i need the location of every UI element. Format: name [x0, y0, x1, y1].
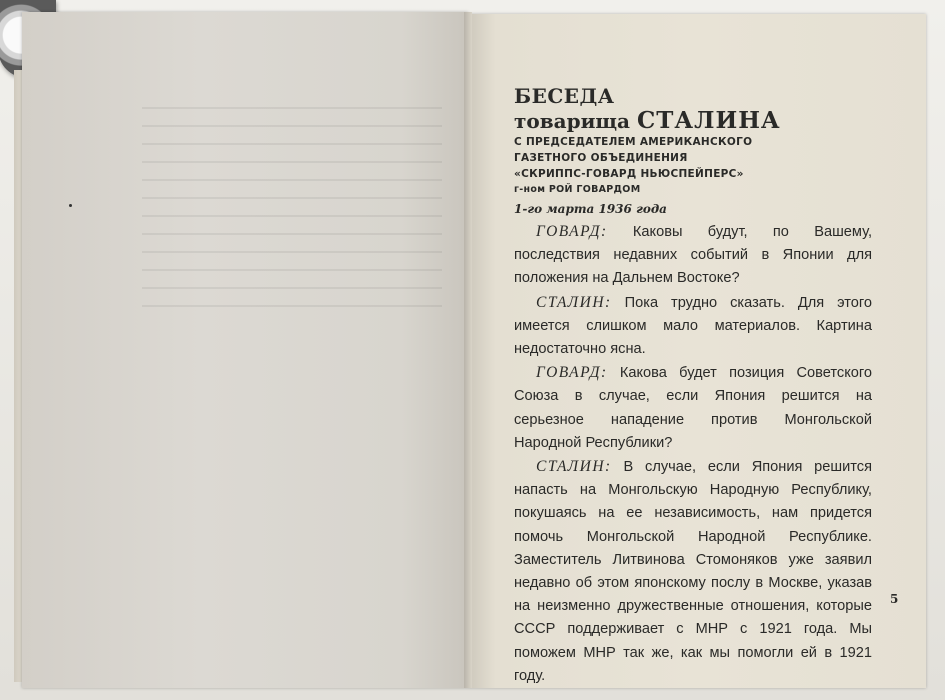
- book-gutter: [464, 12, 472, 688]
- bleed-through-text: [142, 107, 442, 307]
- heading-line1: БЕСЕДА: [514, 84, 615, 108]
- page-number: 5: [890, 592, 899, 606]
- paragraph: [514, 455, 872, 688]
- subheading-line2: ГАЗЕТНОГО ОБЪЕДИНЕНИЯ: [514, 152, 688, 164]
- paper-speck: [69, 204, 72, 207]
- paragraph: [514, 361, 872, 455]
- subheading-line1: С ПРЕДСЕДАТЕЛЕМ АМЕРИКАНСКОГО: [514, 136, 753, 148]
- heading-prefix: товарища: [514, 109, 637, 133]
- paragraph: [514, 220, 872, 291]
- speaker-label: СТАЛИН:: [536, 293, 612, 311]
- subheading-line4: г-ном РОЙ ГОВАРДОМ: [514, 184, 641, 195]
- paragraph-text: Пока трудно сказать. Для этого имеется слишком мало материалов. Картина недостаточно ясна.: [514, 294, 872, 358]
- paragraph-text: В случае, если Япония решится напасть на Монгольскую Народную Республику, покушаясь на ее независимость, нам придется помочь Монгольской Народной Республике. Заместитель Литвинова Стомоняков уже заявил недавно об этом японскому послу в Москве, указав на неизменно дружественные отношения, которые СССР поддерживает с МНР с 1921 года. Мы поможем МНР так же, как мы помогли ей в 1921 году.: [514, 459, 872, 684]
- subheading-line3: «СКРИППС-ГОВАРД НЬЮСПЕЙПЕРС»: [514, 168, 744, 180]
- paragraph-text: Каковы будут, по Вашему, последствия недавних событий в Японии для положения на Дальнем Востоке?: [514, 224, 872, 287]
- speaker-label: ГОВАРД:: [536, 223, 608, 240]
- left-page: [22, 12, 468, 688]
- paragraph-text: Какова будет позиция Советского Союза в случае, если Япония решится на серьезное нападение против Монгольской Народной Республики?: [514, 365, 872, 451]
- heading-name: СТАЛИНА: [636, 107, 781, 134]
- heading-line2: [514, 108, 872, 134]
- interview-date: 1-го марта 1936 года: [514, 202, 667, 216]
- speaker-label: СТАЛИН:: [536, 458, 612, 476]
- article: [514, 84, 872, 688]
- paragraph: [514, 291, 872, 362]
- speaker-label: ГОВАРД:: [536, 364, 608, 382]
